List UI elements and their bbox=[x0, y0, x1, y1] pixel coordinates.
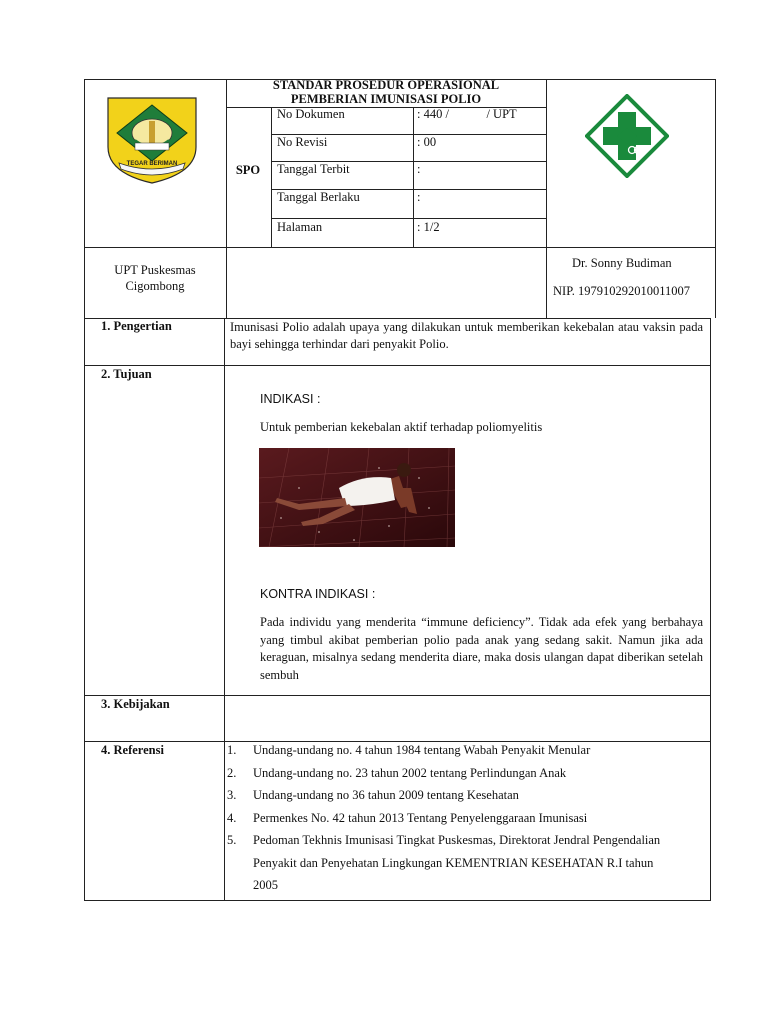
list-item-number: 2. bbox=[227, 765, 237, 780]
polio-child-photo-icon bbox=[259, 448, 455, 547]
list-item bbox=[227, 739, 673, 762]
indikasi-title: INDIKASI : bbox=[260, 392, 321, 406]
spo-label: SPO bbox=[235, 163, 261, 177]
puskesmas-logo bbox=[585, 94, 669, 178]
signer-nip: NIP. 197910292010011007 bbox=[553, 284, 691, 298]
list-item-text: Undang-undang no. 4 tahun 1984 tentang Wabah Penyakit Menular bbox=[253, 743, 591, 757]
polio-child-photo bbox=[259, 448, 455, 547]
list-item bbox=[227, 807, 673, 830]
list-item bbox=[227, 762, 673, 785]
field-value-tanggal-terbit: : bbox=[417, 162, 421, 176]
indikasi-text: Untuk pemberian kekebalan aktif terhadap poliomyelitis bbox=[260, 420, 543, 434]
pengertian-text: Imunisasi Polio adalah upaya yang dilakukan untuk memberikan kekebalan atau vaksin pada bayi sehingga terhindar dari penyakit Polio. bbox=[230, 320, 703, 351]
list-item-number: 4. bbox=[227, 810, 237, 825]
list-item-text: Undang-undang no. 23 tahun 2002 tentang Perlindungan Anak bbox=[253, 765, 567, 780]
list-item-text: Permenkes No. 42 tahun 2013 Tentang Penyelenggaraan Imunisasi bbox=[253, 810, 588, 825]
list-item-number: 1. bbox=[227, 743, 237, 757]
puskesmas-green-cross-icon bbox=[585, 94, 669, 178]
field-value-no-dokumen: : 440 / / UPT bbox=[417, 107, 517, 121]
signer-name: Dr. Sonny Budiman bbox=[572, 256, 672, 270]
title-line-1: STANDAR PROSEDUR OPERASIONAL bbox=[272, 78, 500, 92]
kontra-indikasi-text: Pada individu yang menderita “immune deficiency”. Tidak ada efek yang berbahaya yang timbul akibat pemberian polio pada anak yang sedang sakit. Namun jika ada keraguan, misalnya sedang menderita diare, maka dosis ulangan dapat diberikan setelah sembuh bbox=[260, 615, 703, 682]
section-heading-pengertian: 1. Pengertian bbox=[101, 319, 172, 333]
institution-name bbox=[84, 262, 226, 294]
list-item-text: Undang-undang no 36 tahun 2009 tentang Kesehatan bbox=[253, 788, 519, 802]
section-heading-tujuan: 2. Tujuan bbox=[101, 367, 152, 381]
regency-crest-logo bbox=[105, 95, 199, 185]
kontra-indikasi-title: KONTRA INDIKASI : bbox=[260, 587, 376, 601]
section-heading-kebijakan: 3. Kebijakan bbox=[101, 697, 170, 711]
institution-name-line-1: UPT Puskesmas bbox=[114, 263, 196, 277]
field-value-tanggal-berlaku: : bbox=[417, 190, 421, 204]
list-item-text: Pedoman Tekhnis Imunisasi Tingkat Puskesmas, Direktorat Jendral Pengendalian Penyakit dan Penyehatan Lingkungan KEMENTRIAN KESEHATAN R.I tahun 2005 bbox=[253, 833, 661, 892]
field-label-tanggal-terbit: Tanggal Terbit bbox=[277, 162, 350, 176]
field-label-halaman: Halaman bbox=[277, 220, 323, 234]
field-label-no-dokumen: No Dokumen bbox=[277, 107, 345, 121]
list-item bbox=[227, 784, 673, 807]
field-label-tanggal-berlaku: Tanggal Berlaku bbox=[277, 190, 360, 204]
document-title bbox=[226, 79, 546, 106]
title-line-2: PEMBERIAN IMUNISASI POLIO bbox=[290, 91, 482, 106]
bogor-regency-crest-icon bbox=[105, 95, 199, 185]
section-heading-referensi: 4. Referensi bbox=[101, 743, 164, 757]
list-item-number: 5. bbox=[227, 833, 237, 847]
list-item bbox=[227, 829, 673, 897]
referensi-list bbox=[227, 739, 673, 897]
field-value-halaman: : 1/2 bbox=[417, 220, 440, 234]
field-label-no-revisi: No Revisi bbox=[277, 135, 328, 149]
crest-banner-text: TEGAR BERIMAN bbox=[126, 161, 178, 167]
institution-name-line-2: Cigombong bbox=[125, 279, 185, 293]
field-value-no-revisi: : 00 bbox=[417, 135, 437, 149]
list-item-number: 3. bbox=[227, 788, 237, 802]
